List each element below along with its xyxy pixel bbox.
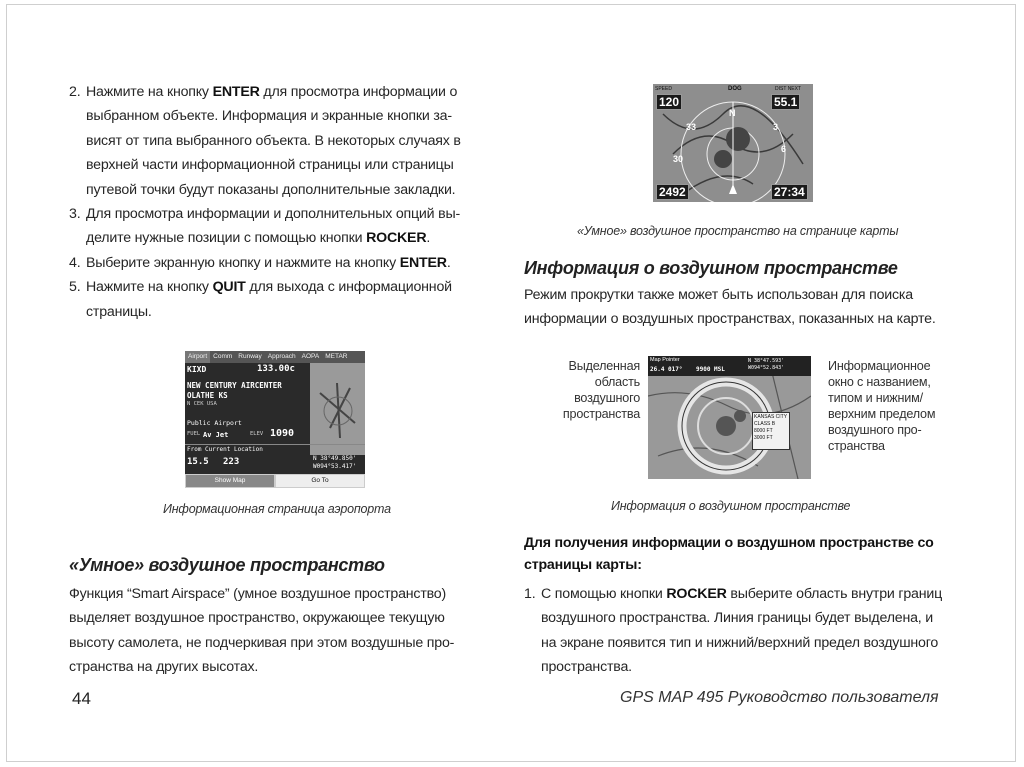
howto-heading: Для получения информации о воздушном пространстве со страницы карты: [524, 535, 934, 573]
go-to-button[interactable]: Go To [276, 475, 364, 487]
airport-caption: Информационная страница аэропорта [163, 502, 391, 516]
callout-info-window: Информационное окно с названием, типом и нижним/ верхним пределом воздушного про-странства [828, 359, 936, 453]
left-steps [69, 80, 474, 324]
map-caption: «Умное» воздушное пространство на странице карты [577, 224, 899, 238]
airspace-info-text: Режим прокрутки также может быть использован для поиска информации о воздушных пространствах, показанных на карте. [524, 287, 936, 328]
step-3: 3. Для просмотра информации и дополнительных опций вы-делите нужные позиции с помощью кнопки ROCKER. [69, 206, 460, 247]
step-2: 2. Нажмите на кнопку ENTER для просмотра информации о выбранном объекте. Информация и экранные кнопки за-висят от типа выбранного объекта. В некоторых случаях в верхней части информационной страницы или страницы путевой точки будут показаны дополнительные закладки. [69, 84, 461, 198]
smart-airspace-text: Функция “Smart Airspace” (умное воздушное пространство) выделяет воздушное пространство, окружающее текущую высоту самолета, не подчеркивая при этом воздушные про-странства на других высотах. [69, 586, 455, 676]
airport-mini-map [310, 363, 365, 455]
speed-field: 120 [656, 94, 682, 110]
airport-info-screenshot: Airport Comm Runway Approach AOPA METAR KIXD 133.00c NEW CENTURY AIRCENTER OLATHE KS N CEK USA Public Airport FUEL Av Jet ELEV 1090 From Current Location 15.5 223 N 38°49.850' W094°53.417' Show Map Go To [185, 351, 365, 488]
howto-steps [524, 582, 944, 680]
airspace-caption: Информация о воздушном пространстве [611, 499, 851, 513]
airspace-info-window: KANSAS CITY CLASS B 8000 FT 3000 FT [752, 412, 790, 450]
dist-field: 55.1 [771, 94, 800, 110]
page-number: 44 [72, 689, 91, 708]
airport-tabs: Airport Comm Runway Approach AOPA METAR [185, 351, 365, 363]
airspace-info-screenshot: Map Pointer 26.4 017° 9900 MSL N 38°47.593' W094°52.843' KANSAS CITY CLASS B 8000 FT 3000 FT [648, 356, 811, 479]
footer-title: GPS MAP 495 Руководство пользователя [620, 689, 939, 706]
howto-step-1: 1. С помощью кнопки ROCKER выберите область внутри границ воздушного пространства. Линия границы будет выделена, и на экране появится тип и нижний/верхний предел воздушного пространства. [524, 586, 942, 676]
callout-highlighted-airspace: Выделенная область воздушного пространства [562, 359, 640, 421]
altitude-field: 2492 [656, 184, 689, 200]
smart-airspace-map-screenshot: SPEED 120 DIST NEXT 55.1 2492 27:34 DOG N 33 30 3 6 [653, 84, 813, 202]
airspace-info-heading: Информация о воздушном пространстве [524, 258, 898, 278]
smart-airspace-heading: «Умное» воздушное пространство [69, 555, 385, 575]
step-4: 4. Выберите экранную кнопку и нажмите на кнопку ENTER. [69, 254, 451, 271]
time-field: 27:34 [771, 184, 808, 200]
step-5: 5. Нажмите на кнопку QUIT для выхода с информационной страницы. [69, 279, 452, 320]
show-map-button[interactable]: Show Map [186, 475, 274, 487]
